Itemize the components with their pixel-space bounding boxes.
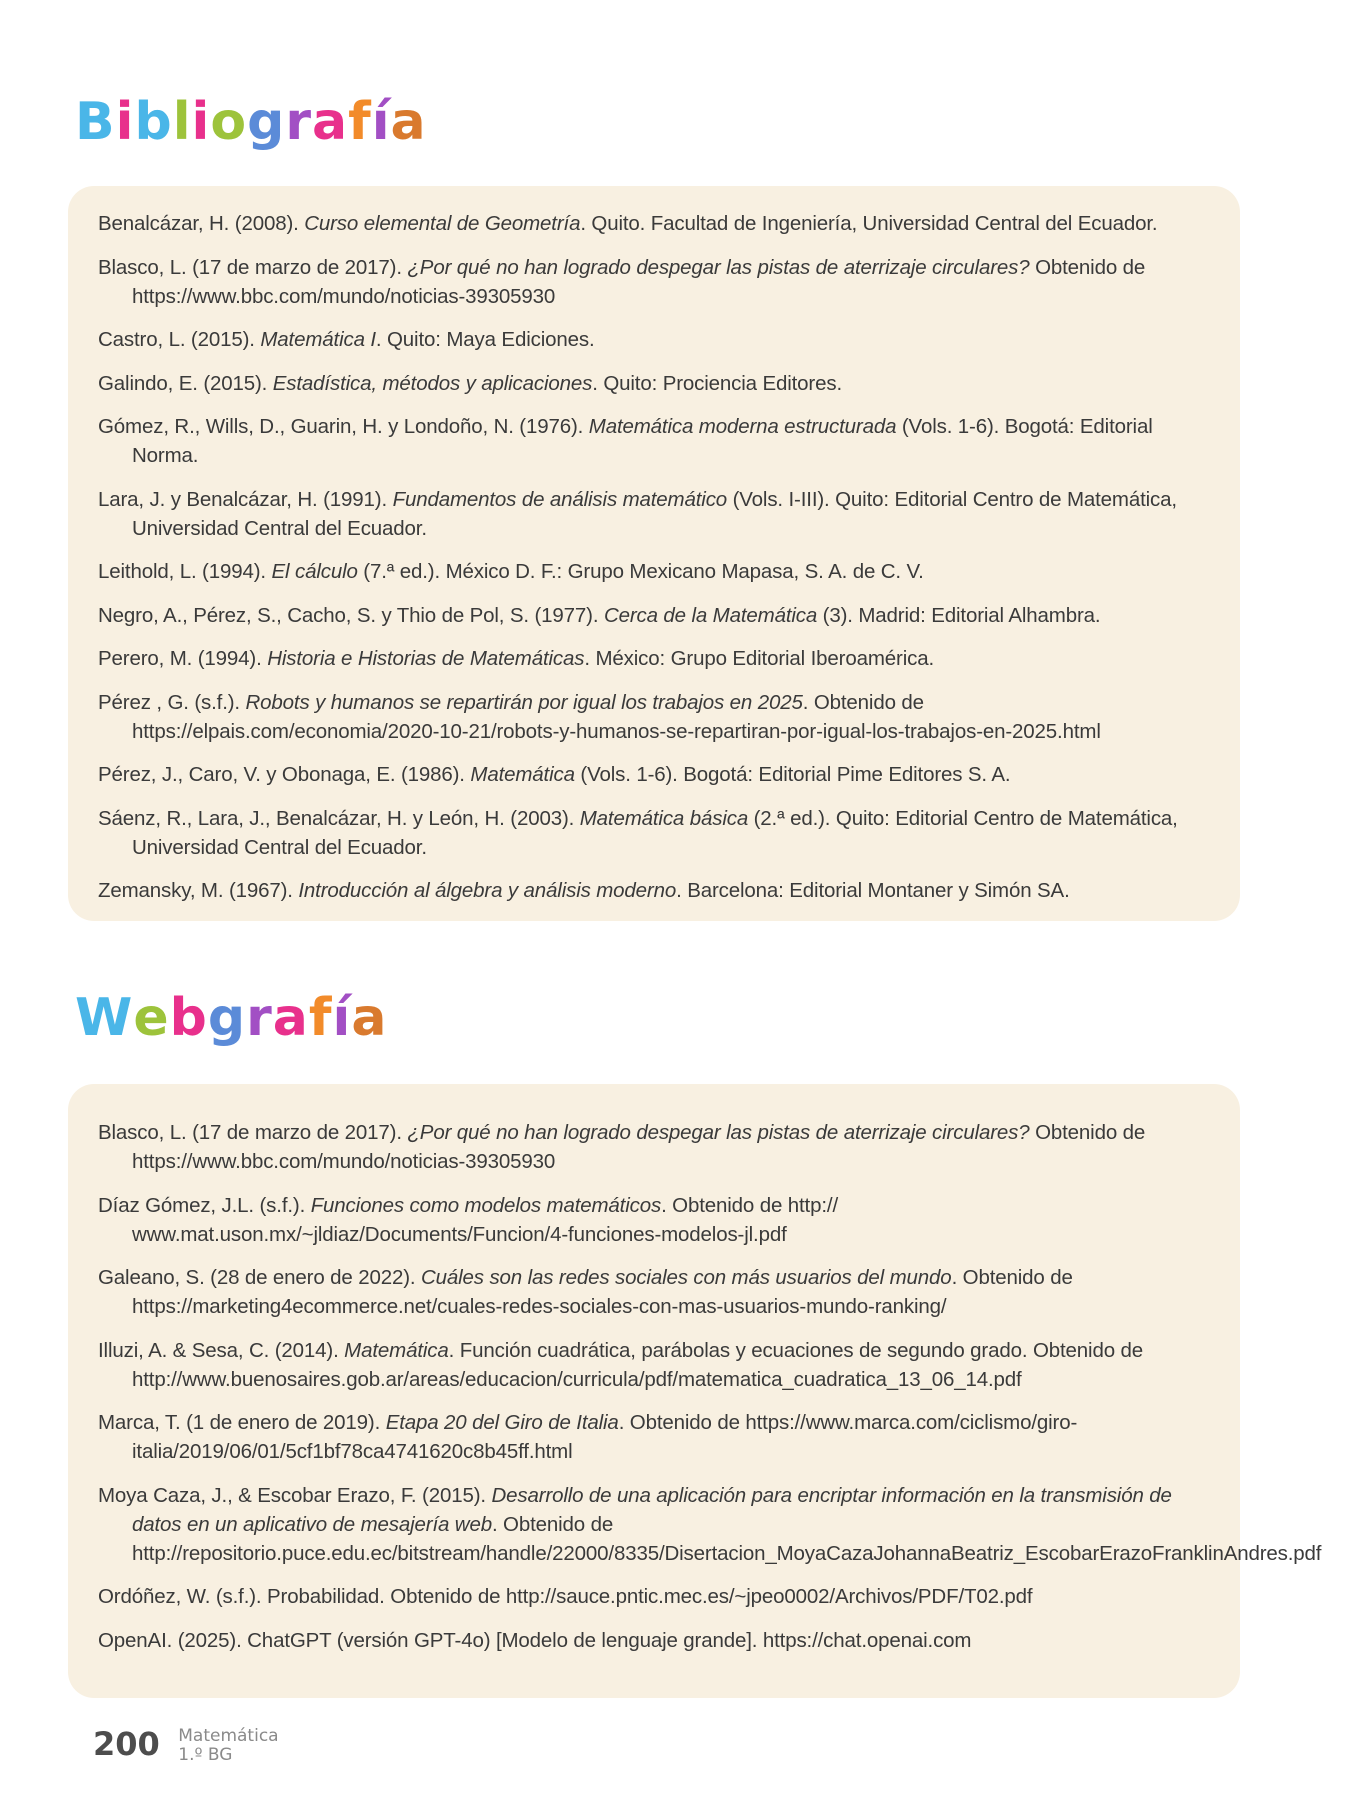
reference-text: Zemansky, M. (1967).: [98, 879, 299, 902]
reference-entry: [98, 1582, 1206, 1611]
reference-text: (Vols. 1-6). Bogotá: Editorial Pime Editores S. A.: [574, 763, 1011, 786]
heading-letter: a: [311, 92, 349, 152]
heading-letter: i: [191, 92, 211, 152]
reference-entry: [98, 1626, 1206, 1655]
reference-entry: [98, 369, 1206, 398]
webgrafia-heading: [75, 988, 388, 1048]
footer-grade: 1.º BG: [178, 1745, 233, 1765]
heading-letter: a: [351, 988, 388, 1048]
reference-title: Funciones como modelos matemáticos: [310, 1193, 662, 1217]
reference-title: Matemática: [470, 763, 575, 786]
reference-text: (2.ª ed.). Quito: Editorial Centro de Matemática, Universidad Central del Ecuador.: [132, 806, 1178, 859]
reference-text: . Obtenido de https://www.marca.com/ciclismo/giro-italia/2019/06/01/5cf1bf78ca4741620c8b45ff.html: [132, 1411, 1078, 1463]
reference-title: Matemática básica: [579, 806, 749, 830]
footer-caption: [178, 1727, 278, 1765]
reference-title: Matemática I: [260, 328, 376, 351]
reference-text: Obtenido de https://www.bbc.com/mundo/noticias-39305930: [132, 255, 1146, 308]
reference-text: Obtenido de https://www.bbc.com/mundo/noticias-39305930: [132, 1121, 1146, 1173]
reference-text: Sáenz, R., Lara, J., Benalcázar, H. y León, H. (2003).: [98, 806, 580, 830]
heading-letter: b: [169, 988, 208, 1048]
reference-text: Castro, L. (2015).: [98, 328, 261, 351]
reference-title: Fundamentos de análisis matemático: [392, 487, 728, 511]
reference-text: Blasco, L. (17 de marzo de 2017).: [98, 1121, 408, 1144]
bibliografia-panel: [68, 186, 1240, 921]
reference-entry: [98, 253, 1206, 311]
reference-text: . México: Grupo Editorial Iberoamérica.: [584, 647, 935, 670]
reference-entry: [98, 601, 1206, 630]
reference-entry: [98, 1118, 1206, 1176]
heading-letter: o: [210, 92, 248, 152]
reference-title: Cerca de la Matemática: [603, 603, 818, 627]
heading-letter: W: [75, 988, 134, 1048]
reference-title: Historia e Historias de Matemáticas: [267, 647, 585, 670]
heading-letter: i: [115, 92, 135, 152]
reference-text: Ordóñez, W. (s.f.). Probabilidad. Obtenido de http://sauce.pntic.mec.es/~jpeo0002/Archivos/PDF/T02.pdf: [98, 1585, 1033, 1608]
webgrafia-panel: [68, 1084, 1322, 1698]
reference-text: Gómez, R., Wills, D., Guarin, H. y Londoño, N. (1976).: [98, 415, 589, 438]
reference-text: Pérez , G. (s.f.).: [98, 690, 246, 714]
reference-text: Benalcázar, H. (2008).: [98, 212, 305, 235]
heading-letter: r: [285, 92, 312, 152]
reference-text: . Quito. Facultad de Ingeniería, Universidad Central del Ecuador.: [580, 212, 1158, 235]
reference-title: ¿Por qué no han logrado despegar las pistas de aterrizaje circulares?: [407, 255, 1030, 279]
reference-text: (7.ª ed.). México D. F.: Grupo Mexicano Mapasa, S. A. de C. V.: [357, 560, 924, 583]
heading-letter: e: [133, 988, 170, 1048]
reference-text: Leithold, L. (1994).: [98, 560, 272, 583]
reference-title: El cálculo: [271, 560, 358, 583]
reference-text: Blasco, L. (17 de marzo de 2017).: [98, 255, 408, 279]
reference-entry: [98, 688, 1206, 746]
reference-text: . Barcelona: Editorial Montaner y Simón SA.: [676, 879, 1070, 902]
reference-entry: [98, 1336, 1206, 1394]
reference-entry: [98, 644, 1206, 673]
reference-text: (3). Madrid: Editorial Alhambra.: [817, 603, 1101, 627]
reference-text: Galeano, S. (28 de enero de 2022).: [98, 1266, 421, 1289]
heading-letter: í: [332, 988, 352, 1048]
heading-letter: f: [308, 988, 333, 1048]
reference-entry: [98, 876, 1206, 905]
reference-text: OpenAI. (2025). ChatGPT (versión GPT-4o) [Modelo de lenguaje grande]. https://chat.openai.com: [98, 1628, 972, 1652]
reference-entry: [98, 1191, 1206, 1249]
heading-letter: f: [348, 92, 372, 152]
heading-letter: b: [134, 92, 173, 152]
reference-title: Matemática moderna estructurada: [588, 415, 897, 438]
reference-text: . Obtenido de https://elpais.com/economia/2020-10-21/robots-y-humanos-se-repartiran-por-igual-los-trabajos-en-2025.html: [132, 690, 1101, 743]
footer-subject: Matemática: [178, 1726, 279, 1746]
reference-text: (Vols. I-III). Quito: Editorial Centro de Matemática, Universidad Central del Ecuador.: [132, 487, 1177, 540]
reference-entry: [98, 1481, 1322, 1568]
heading-letter: r: [246, 988, 273, 1048]
heading-letter: g: [207, 988, 247, 1048]
reference-entry: [98, 412, 1206, 470]
reference-title: Matemática: [344, 1338, 449, 1362]
reference-title: Cuáles son las redes sociales con más usuarios del mundo: [420, 1266, 952, 1289]
reference-text: Lara, J. y Benalcázar, H. (1991).: [98, 487, 393, 511]
reference-title: Etapa 20 del Giro de Italia: [385, 1411, 619, 1434]
reference-title: Curso elemental de Geometría: [304, 212, 581, 235]
reference-text: . Obtenido de https://marketing4ecommerce.net/cuales-redes-sociales-con-mas-usuarios-mundo-ranking/: [132, 1266, 1073, 1318]
page-footer: [93, 1724, 279, 1765]
reference-text: . Quito: Prociencia Editores.: [592, 371, 843, 395]
bibliografia-heading: [75, 92, 427, 152]
reference-entry: [98, 1408, 1206, 1466]
reference-text: Díaz Gómez, J.L. (s.f.).: [98, 1193, 311, 1217]
heading-letter: a: [272, 988, 309, 1048]
reference-text: . Obtenido de http://repositorio.puce.edu.ec/bitstream/handle/22000/8335/Disertacion_MoyaCazaJohannaBeatriz_EscobarErazoFranklinAndres.pdf: [132, 1512, 1322, 1565]
reference-entry: [98, 1263, 1206, 1321]
reference-text: Marca, T. (1 de enero de 2019).: [98, 1411, 386, 1434]
reference-title: Estadística, métodos y aplicaciones: [272, 371, 593, 395]
reference-text: Negro, A., Pérez, S., Cacho, S. y Thio de Pol, S. (1977).: [98, 603, 604, 627]
reference-text: Perero, M. (1994).: [98, 647, 268, 670]
reference-title: Robots y humanos se repartirán por igual los trabajos en 2025: [245, 690, 803, 714]
heading-letter: l: [172, 92, 192, 152]
reference-text: Galindo, E. (2015).: [98, 371, 273, 395]
reference-entry: [98, 760, 1206, 789]
reference-title: ¿Por qué no han logrado despegar las pistas de aterrizaje circulares?: [407, 1121, 1030, 1144]
reference-entry: [98, 485, 1206, 543]
reference-text: . Obtenido de http:// www.mat.uson.mx/~jldiaz/Documents/Funcion/4-funciones-modelos-jl.pdf: [132, 1193, 838, 1246]
heading-letter: a: [390, 92, 427, 152]
heading-letter: B: [75, 92, 116, 152]
reference-text: Illuzi, A. & Sesa, C. (2014).: [98, 1338, 345, 1362]
reference-text: . Función cuadrática, parábolas y ecuaciones de segundo grado. Obtenido de http://www.buenosaires.gob.ar/areas/educacion/curricula/pdf/matematica_cuadratica_13_06_14.pdf: [132, 1338, 1143, 1391]
reference-text: . Quito: Maya Ediciones.: [375, 328, 595, 351]
reference-entry: [98, 804, 1206, 862]
heading-letter: g: [247, 92, 286, 152]
page-number: 200: [93, 1725, 160, 1763]
reference-title: Desarrollo de una aplicación para encriptar información en la transmisión de datos en un aplicativo de mesajería web: [132, 1483, 1172, 1536]
reference-title: Introducción al álgebra y análisis moderno: [298, 879, 677, 902]
reference-text: (Vols. 1-6). Bogotá: Editorial Norma.: [132, 415, 1153, 467]
heading-letter: í: [371, 92, 391, 152]
reference-text: Moya Caza, J., & Escobar Erazo, F. (2015).: [98, 1483, 492, 1507]
reference-entry: [98, 209, 1206, 238]
reference-entry: [98, 557, 1206, 586]
reference-text: Pérez, J., Caro, V. y Obonaga, E. (1986).: [98, 763, 471, 786]
reference-entry: [98, 325, 1206, 354]
